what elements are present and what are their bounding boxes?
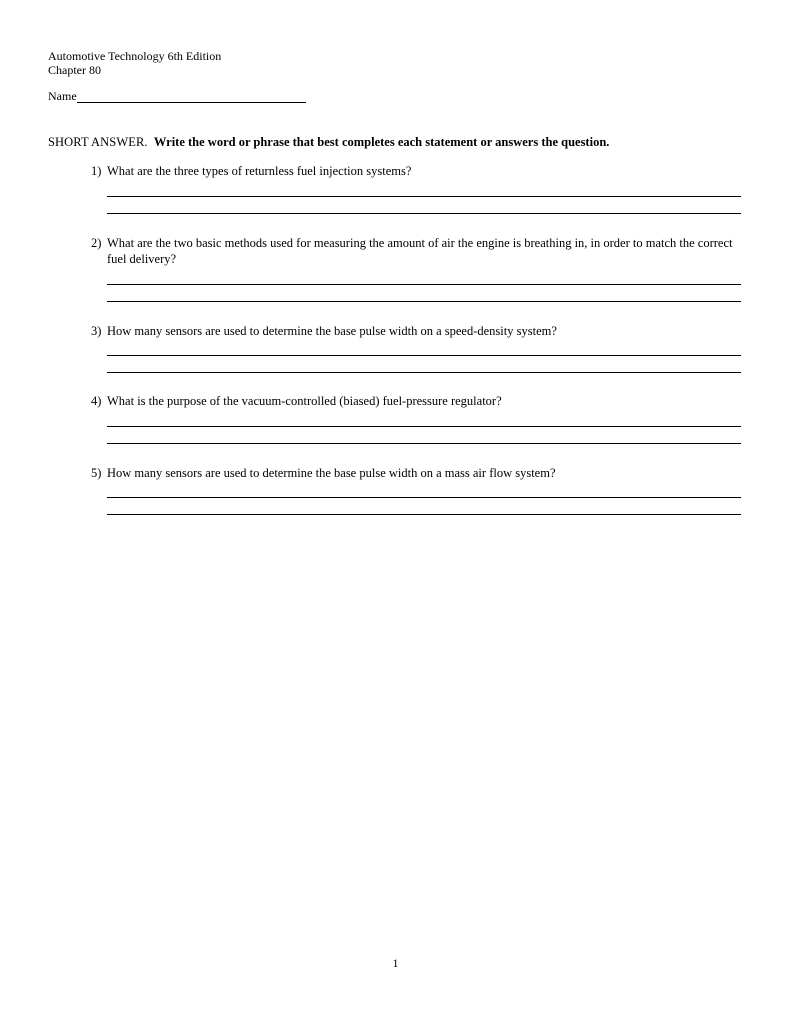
question-4: [91, 393, 741, 409]
instructions-text: Write the word or phrase that best completes each statement or answers the question.: [153, 135, 610, 149]
question-number: 1): [91, 164, 102, 178]
question-text: How many sensors are used to determine the base pulse width on a mass air flow system?: [107, 466, 556, 480]
question-number: 3): [91, 324, 102, 338]
question-number: 2): [91, 236, 102, 250]
question-3: [91, 323, 741, 339]
question-text: What are the three types of returnless fuel injection systems?: [107, 164, 412, 178]
page-number: 1: [392, 956, 399, 970]
question-text: What are the two basic methods used for measuring the amount of air the engine is breathing in, in order to match the correct fuel delivery?: [107, 236, 733, 266]
question-1: [91, 163, 741, 179]
answer-line[interactable]: [107, 301, 741, 302]
answer-line[interactable]: [107, 497, 741, 498]
answer-line[interactable]: [107, 355, 741, 356]
answer-line[interactable]: [107, 443, 741, 444]
answer-line[interactable]: [107, 284, 741, 285]
book-title: Automotive Technology 6th Edition: [48, 49, 222, 63]
question-number: 4): [91, 394, 102, 408]
document-header: [48, 49, 221, 77]
chapter-label: Chapter 80: [48, 63, 101, 77]
answer-line[interactable]: [107, 372, 741, 373]
answer-line[interactable]: [107, 196, 741, 197]
question-text: What is the purpose of the vacuum-controlled (biased) fuel-pressure regulator?: [107, 394, 502, 408]
question-5: [91, 465, 741, 481]
instructions: [48, 135, 609, 150]
name-field[interactable]: [48, 89, 306, 103]
answer-line[interactable]: [107, 426, 741, 427]
section-type-label: SHORT ANSWER.: [48, 135, 148, 149]
answer-line[interactable]: [107, 213, 741, 214]
name-blank-line[interactable]: [77, 90, 306, 103]
question-2: [91, 235, 741, 267]
question-text: How many sensors are used to determine the base pulse width on a speed-density system?: [107, 324, 557, 338]
name-label: Name: [48, 89, 77, 103]
question-number: 5): [91, 466, 102, 480]
answer-line[interactable]: [107, 514, 741, 515]
